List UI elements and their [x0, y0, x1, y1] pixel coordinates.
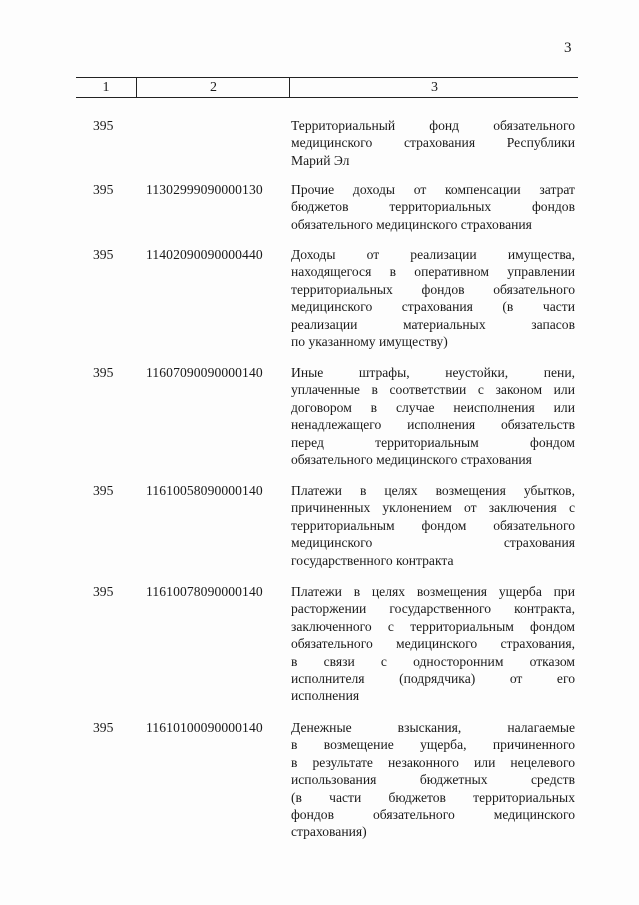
budget-classification-code: 11402090090000440	[146, 247, 263, 262]
admin-code: 395	[93, 182, 114, 197]
income-name-line: исполнителя (подрядчика) от его	[291, 671, 575, 687]
income-name	[291, 482, 575, 569]
header-column-2: 2	[136, 78, 290, 97]
income-name-line: обязательного медицинского страхования	[291, 452, 532, 468]
income-name	[291, 117, 575, 169]
income-name	[291, 719, 575, 841]
income-name-line: уплаченные в соответствии с законом или	[291, 382, 575, 398]
table-header	[76, 77, 578, 98]
admin-code: 395	[93, 365, 114, 380]
income-name-line: договором в случае неисполнения или	[291, 399, 575, 415]
income-name-line: Доходы от реализации имущества,	[291, 247, 575, 262]
income-name-line: медицинского страхования	[291, 535, 575, 551]
admin-code: 395	[93, 720, 114, 735]
income-name-line: территориальных фондов обязательного	[291, 281, 575, 297]
admin-code: 395	[93, 247, 114, 262]
income-name-line: бюджетов территориальных фондов	[291, 199, 575, 215]
income-name-line: Прочие доходы от компенсации затрат	[291, 182, 575, 197]
income-name-line: Территориальный фонд обязательного	[291, 118, 575, 133]
income-name-line: исполнения	[291, 688, 360, 704]
header-column-3: 3	[289, 78, 579, 97]
income-name-line: территориальным фондом обязательного	[291, 517, 575, 533]
budget-classification-code: 11610078090000140	[146, 584, 263, 599]
income-name-line: медицинского страхования Республики	[291, 135, 575, 151]
page-number: 3	[564, 40, 572, 56]
income-name-line: расторжении государственного контракта,	[291, 601, 575, 617]
admin-code: 395	[93, 584, 114, 599]
admin-code: 395	[93, 483, 114, 498]
income-name-line: фондов обязательного медицинского	[291, 807, 575, 823]
header-column-1: 1	[102, 80, 110, 95]
income-name-line: страхования)	[291, 824, 367, 840]
income-name-line: причиненных уклонением от заключения с	[291, 500, 575, 516]
income-name-line: по указанному имуществу)	[291, 334, 448, 350]
income-name-line: в результате незаконного или нецелевого	[291, 754, 575, 770]
income-name	[291, 364, 575, 468]
income-name	[291, 583, 575, 705]
income-name-line: ненадлежащего исполнения обязательств	[291, 417, 575, 433]
budget-classification-code: 11610100090000140	[146, 720, 263, 735]
admin-code: 395	[93, 118, 114, 133]
income-name-line: в связи с односторонним отказом	[291, 653, 575, 669]
income-name-line: находящегося в оперативном управлении	[291, 264, 575, 280]
income-name-line: (в части бюджетов территориальных	[291, 789, 575, 805]
budget-classification-code: 11607090090000140	[146, 365, 263, 380]
income-name	[291, 246, 575, 350]
income-name-line: Иные штрафы, неустойки, пени,	[291, 365, 575, 380]
income-name-line: заключенного с территориальным фондом	[291, 618, 575, 634]
income-name	[291, 181, 575, 233]
income-name-line: обязательного медицинского страхования	[291, 216, 532, 232]
income-name-line: Марий Эл	[291, 152, 350, 168]
budget-classification-code: 11302999090000130	[146, 182, 263, 197]
income-name-line: реализации материальных запасов	[291, 316, 575, 332]
income-name-line: Платежи в целях возмещения убытков,	[291, 483, 575, 498]
income-name-line: Денежные взыскания, налагаемые	[291, 720, 575, 735]
income-name-line: обязательного медицинского страхования,	[291, 636, 575, 652]
income-name-line: перед территориальным фондом	[291, 434, 575, 450]
income-name-line: Платежи в целях возмещения ущерба при	[291, 584, 575, 599]
income-name-line: в возмещение ущерба, причиненного	[291, 737, 575, 753]
income-name-line: использования бюджетных средств	[291, 772, 575, 788]
budget-classification-code: 11610058090000140	[146, 483, 263, 498]
income-name-line: государственного контракта	[291, 552, 454, 568]
income-name-line: медицинского страхования (в части	[291, 299, 575, 315]
